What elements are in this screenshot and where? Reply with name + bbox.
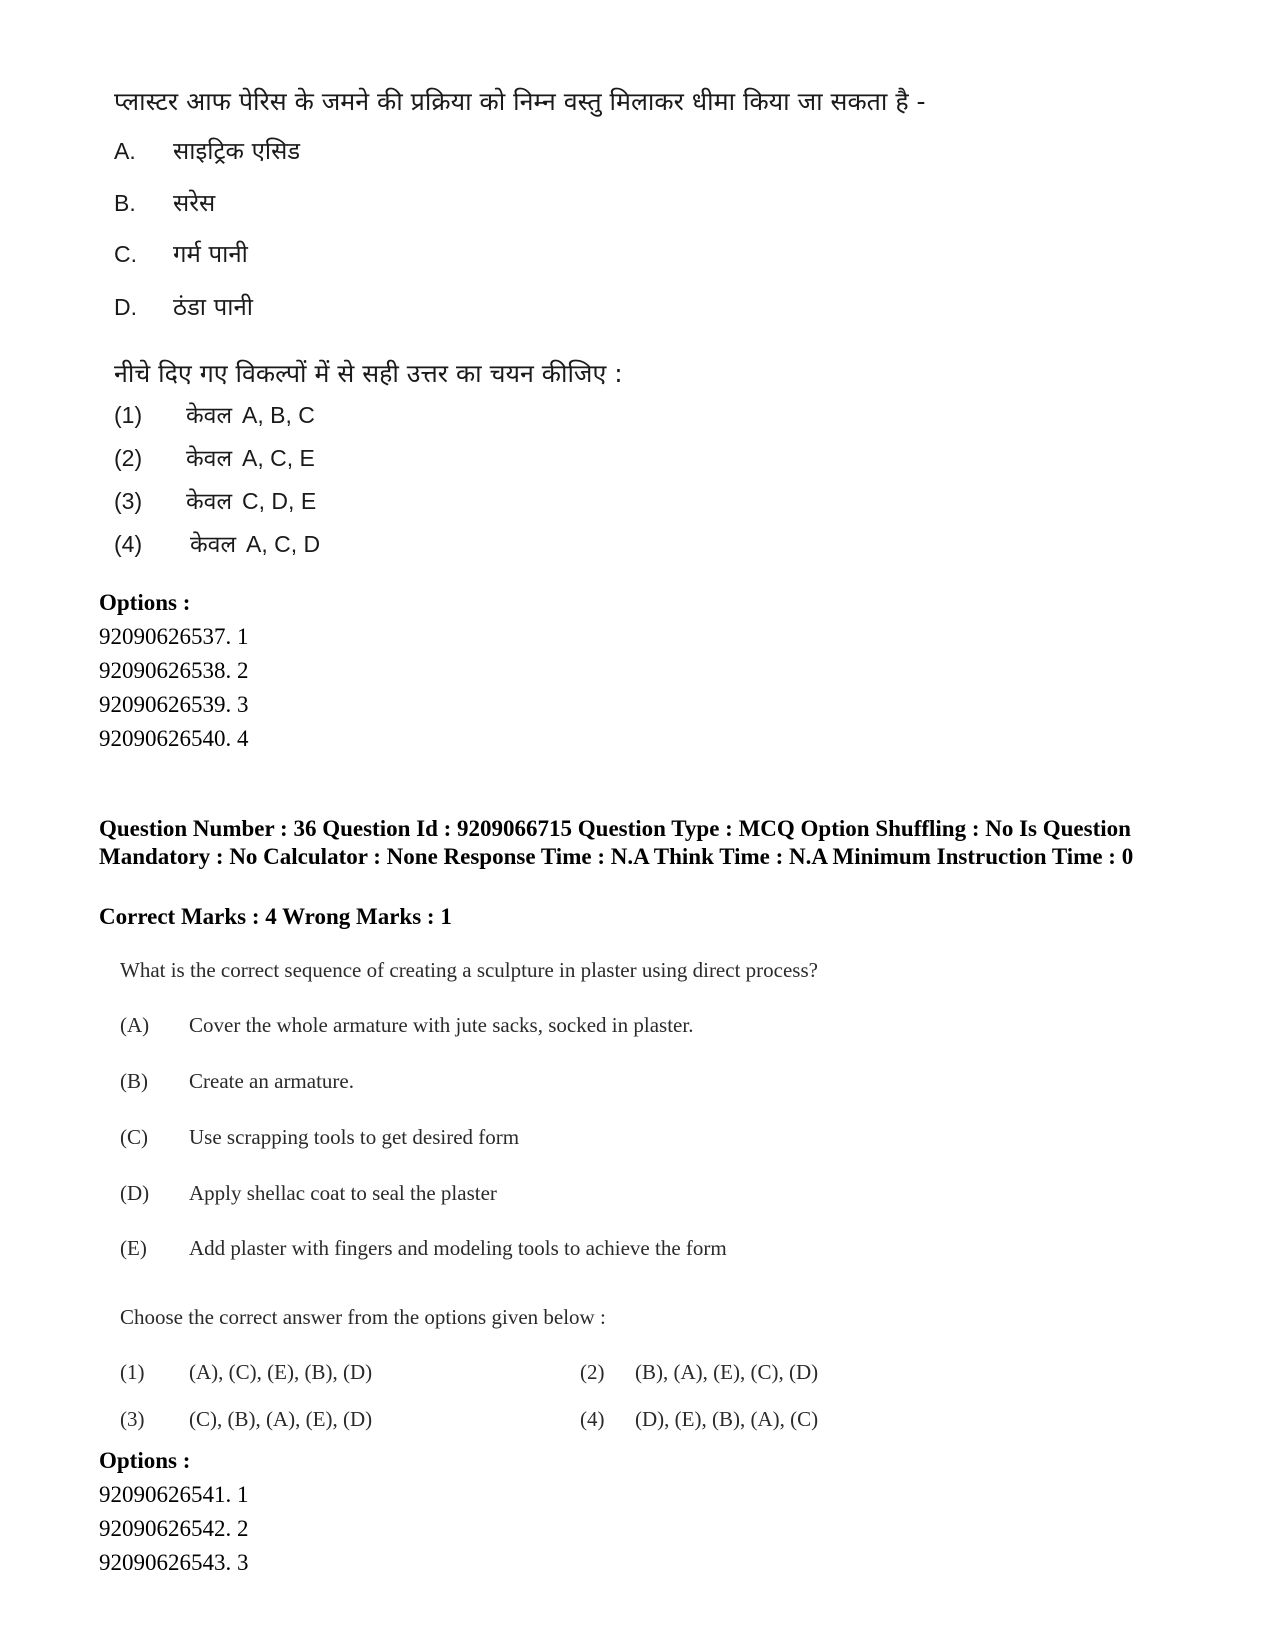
item-text: Cover the whole armature with jute sacks, socked in plaster.: [189, 1013, 694, 1037]
choice-letters: A, B, C: [242, 402, 315, 428]
item-letter: (E): [120, 1236, 147, 1260]
choice-text: (B), (A), (E), (C), (D): [635, 1360, 819, 1384]
item-text: साइट्रिक एसिड: [173, 137, 301, 165]
question-marks: Correct Marks : 4 Wrong Marks : 1: [99, 904, 452, 929]
option-line: 92090626539. 3: [99, 692, 249, 717]
hindi-choice-1: [114, 398, 315, 430]
item-letter: (C): [120, 1125, 148, 1149]
english-question-text: What is the correct sequence of creating a sculpture in plaster using direct process?: [120, 958, 818, 982]
options-heading: Options :: [99, 590, 191, 615]
hindi-item-b: [114, 186, 215, 219]
options-heading: Options :: [99, 1448, 191, 1473]
hindi-choice-4: [114, 527, 320, 559]
choice-letters: A, C, E: [242, 445, 315, 471]
hindi-item-a: [114, 134, 300, 167]
choice-number: (2): [114, 445, 143, 471]
choice-number: (4): [114, 531, 143, 557]
option-line: 92090626540. 4: [99, 726, 249, 751]
item-letter: D.: [114, 294, 137, 320]
hindi-choice-2: [114, 441, 315, 473]
english-prompt: Choose the correct answer from the options given below :: [120, 1305, 606, 1329]
item-letter: C.: [114, 241, 137, 267]
english-item-d: [120, 1181, 497, 1206]
choice-number: (4): [580, 1407, 605, 1431]
item-text: Add plaster with fingers and modeling tools to achieve the form: [189, 1236, 727, 1260]
choice-letters: A, C, D: [246, 531, 321, 557]
item-text: Use scrapping tools to get desired form: [189, 1125, 520, 1149]
choice-keval: केवल: [186, 403, 233, 429]
choice-letters: C, D, E: [242, 488, 317, 514]
choice-keval: केवल: [190, 532, 237, 558]
item-text: Apply shellac coat to seal the plaster: [189, 1181, 497, 1205]
english-item-c: [120, 1125, 519, 1150]
choice-text: (C), (B), (A), (E), (D): [189, 1407, 373, 1431]
item-letter: (D): [120, 1181, 150, 1205]
item-letter: A.: [114, 138, 136, 164]
hindi-question-text: प्लास्टर आफ पेरिस के जमने की प्रक्रिया को निम्न वस्तु मिलाकर धीमा किया जा सकता है -: [114, 87, 926, 116]
item-letter: B.: [114, 190, 136, 216]
item-text: Create an armature.: [189, 1069, 354, 1093]
hindi-item-c: [114, 237, 248, 270]
english-choice-4: [580, 1407, 818, 1432]
hindi-item-d: [114, 290, 253, 323]
choice-number: (3): [120, 1407, 145, 1431]
english-item-a: [120, 1013, 693, 1038]
option-line: 92090626541. 1: [99, 1482, 249, 1507]
choice-keval: केवल: [186, 489, 233, 515]
english-choice-3: [120, 1407, 372, 1432]
hindi-choice-3: [114, 484, 316, 516]
choice-number: (1): [120, 1360, 145, 1384]
option-line: 92090626543. 3: [99, 1550, 249, 1575]
item-text: ठंडा पानी: [173, 293, 254, 321]
choice-number: (2): [580, 1360, 605, 1384]
item-text: गर्म पानी: [173, 240, 248, 268]
option-line: 92090626537. 1: [99, 624, 249, 649]
choice-text: (D), (E), (B), (A), (C): [635, 1407, 819, 1431]
choice-text: (A), (C), (E), (B), (D): [189, 1360, 373, 1384]
question-meta: Question Number : 36 Question Id : 9209066715 Question Type : MCQ Option Shuffling : No Is Question Mandatory : No Calculator : None Response Time : N.A Think Time : N.A Minimum Instruction Time : 0: [99, 816, 1134, 869]
hindi-prompt: नीचे दिए गए विकल्पों में से सही उत्तर का चयन कीजिए :: [114, 359, 623, 388]
english-item-e: [120, 1236, 727, 1261]
choice-number: (1): [114, 402, 143, 428]
english-choice-2: [580, 1360, 818, 1385]
choice-keval: केवल: [186, 446, 233, 472]
option-line: 92090626542. 2: [99, 1516, 249, 1541]
option-line: 92090626538. 2: [99, 658, 249, 683]
english-choice-1: [120, 1360, 372, 1385]
english-item-b: [120, 1069, 354, 1094]
item-text: सरेस: [173, 189, 216, 217]
item-letter: (B): [120, 1069, 148, 1093]
choice-number: (3): [114, 488, 143, 514]
item-letter: (A): [120, 1013, 150, 1037]
